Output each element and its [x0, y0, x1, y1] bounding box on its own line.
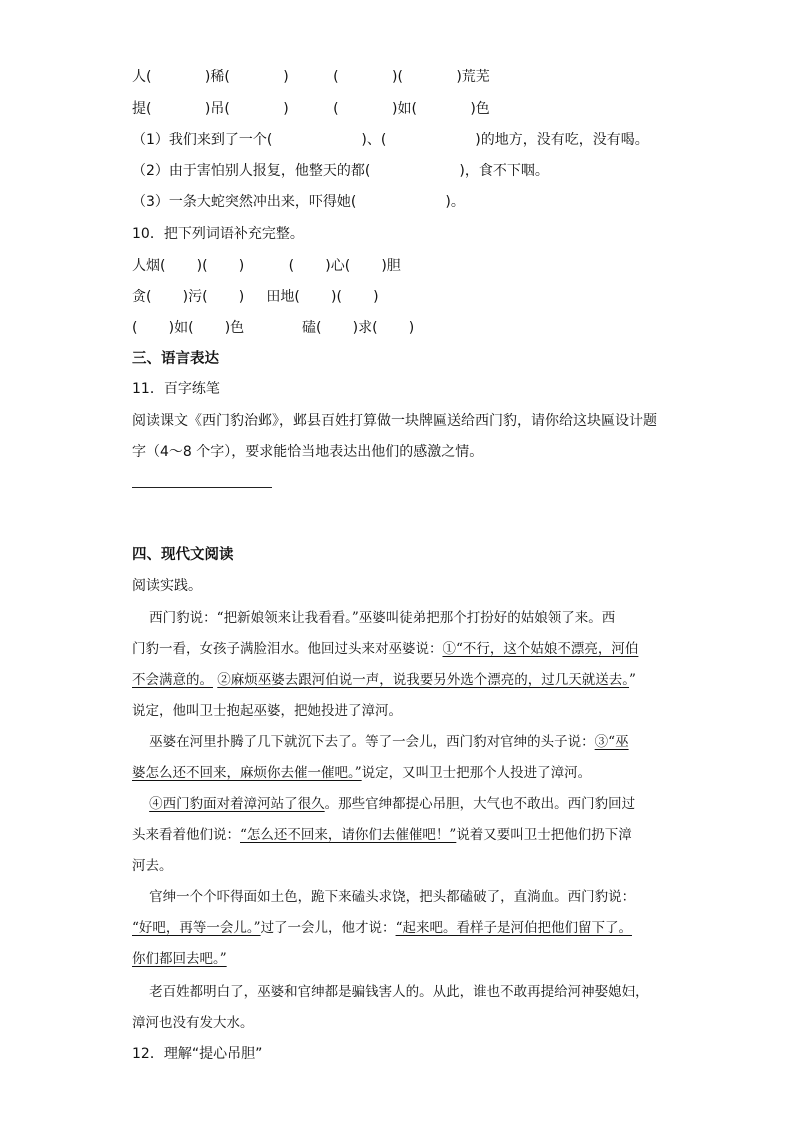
q10-title: 10．把下列词语补充完整。	[132, 226, 304, 242]
underlined-sentence-1: ①“不行，这个姑娘不漂亮，河伯	[442, 641, 639, 657]
passage-line: 漳河也没有发大水。	[132, 1015, 254, 1031]
q10-row-1: 人烟( )( ) ( )心( )胆	[132, 258, 401, 274]
q9-item-1: （1）我们来到了一个( )、( )的地方，没有吃，没有喝。	[132, 132, 649, 148]
passage-line	[132, 950, 227, 968]
passage-line: 老百姓都明白了，巫婆和官绅都是骗钱害人的。从此，谁也不敢再提给河神娶媳妇，	[132, 984, 649, 1000]
passage-line: 门豹一看，女孩子满脸泪水。他回过头来对巫婆说：①“不行，这个姑娘不漂亮，河伯	[132, 641, 639, 657]
q11-prompt-line-1: 阅读课文《西门豹治邺》，邺县百姓打算做一块牌匾送给西门豹，请你给这块匾设计题	[132, 413, 657, 429]
passage-line: 官绅一个个吓得面如土色，跪下来磕头求饶，把头都磕破了，直淌血。西门豹说：	[132, 889, 636, 905]
underlined-quote: 你们都回去吧。”	[132, 951, 227, 967]
passage-line: 河去。	[132, 858, 173, 874]
underlined-sentence-1: 不会满意的。	[132, 672, 213, 688]
section-3-heading: 三、语言表达	[132, 351, 219, 367]
underlined-quote: “起来吧。看样子是河伯把他们留下了。	[395, 920, 632, 936]
passage-line: 巫婆在河里扑腾了几下就沉下去了。等了一会儿，西门豹对官绅的头子说：③“巫	[132, 734, 629, 750]
fill-row-2: 提( )吊( ) ( )如( )色	[132, 101, 490, 117]
q10-row-3: ( )如( )色 磕( )求( )	[132, 320, 415, 336]
passage-line: 头来看着他们说：“怎么还不回来，请你们去催催吧！”说着又要叫卫士把他们扔下漳	[132, 827, 632, 843]
passage-line: 说定，他叫卫士抱起巫婆，把她投进了漳河。	[132, 703, 402, 719]
passage-line: 婆怎么还不回来，麻烦你去催一催吧。”说定，又叫卫士把那个人投进了漳河。	[132, 765, 592, 781]
underlined-sentence-2: ②麻烦巫婆去跟河伯说一声，说我要另外选个漂亮的，过几天就送去。	[217, 672, 630, 688]
q9-item-3: （3）一条大蛇突然冲出来，吓得她( )。	[132, 194, 465, 210]
q9-item-2: （2）由于害怕别人报复，他整天的都( )，食不下咽。	[132, 163, 549, 179]
underlined-sentence-3: 婆怎么还不回来，麻烦你去催一催吧。”	[132, 765, 362, 781]
underlined-quote: “怎么还不回来，请你们去催催吧！”	[240, 827, 457, 843]
underlined-quote: “好吧，再等一会儿。”	[132, 920, 261, 936]
passage-line: “好吧，再等一会儿。”过了一会儿，他才说：“起来吧。看样子是河伯把他们留下了。	[132, 920, 632, 936]
section-4-heading: 四、现代文阅读	[132, 547, 234, 563]
q11-title: 11．百字练笔	[132, 381, 220, 397]
fill-row-1: 人( )稀( ) ( )( )荒芜	[132, 69, 490, 85]
passage-line: 西门豹说：“把新娘领来让我看看。”巫婆叫徒弟把那个打扮好的姑娘领了来。西	[132, 610, 616, 626]
q10-row-2: 贪( )污( ) 田地( )( )	[132, 289, 379, 305]
answer-blank-line	[132, 487, 272, 488]
reading-intro: 阅读实践。	[132, 578, 202, 594]
passage-line: 不会满意的。 ②麻烦巫婆去跟河伯说一声，说我要另外选个漂亮的，过几天就送去。”	[132, 672, 636, 688]
underlined-sentence-3: ③“巫	[594, 734, 629, 750]
q12-title: 12．理解“提心吊胆”	[132, 1046, 263, 1062]
passage-line: ④西门豹面对着漳河站了很久。那些官绅都提心吊胆，大气也不敢出。西门豹回过	[149, 796, 636, 812]
q11-prompt-line-2: 字（4～8 个字），要求能恰当地表达出他们的感激之情。	[132, 444, 484, 460]
underlined-sentence-4: ④西门豹面对着漳河站了很久	[149, 796, 325, 812]
